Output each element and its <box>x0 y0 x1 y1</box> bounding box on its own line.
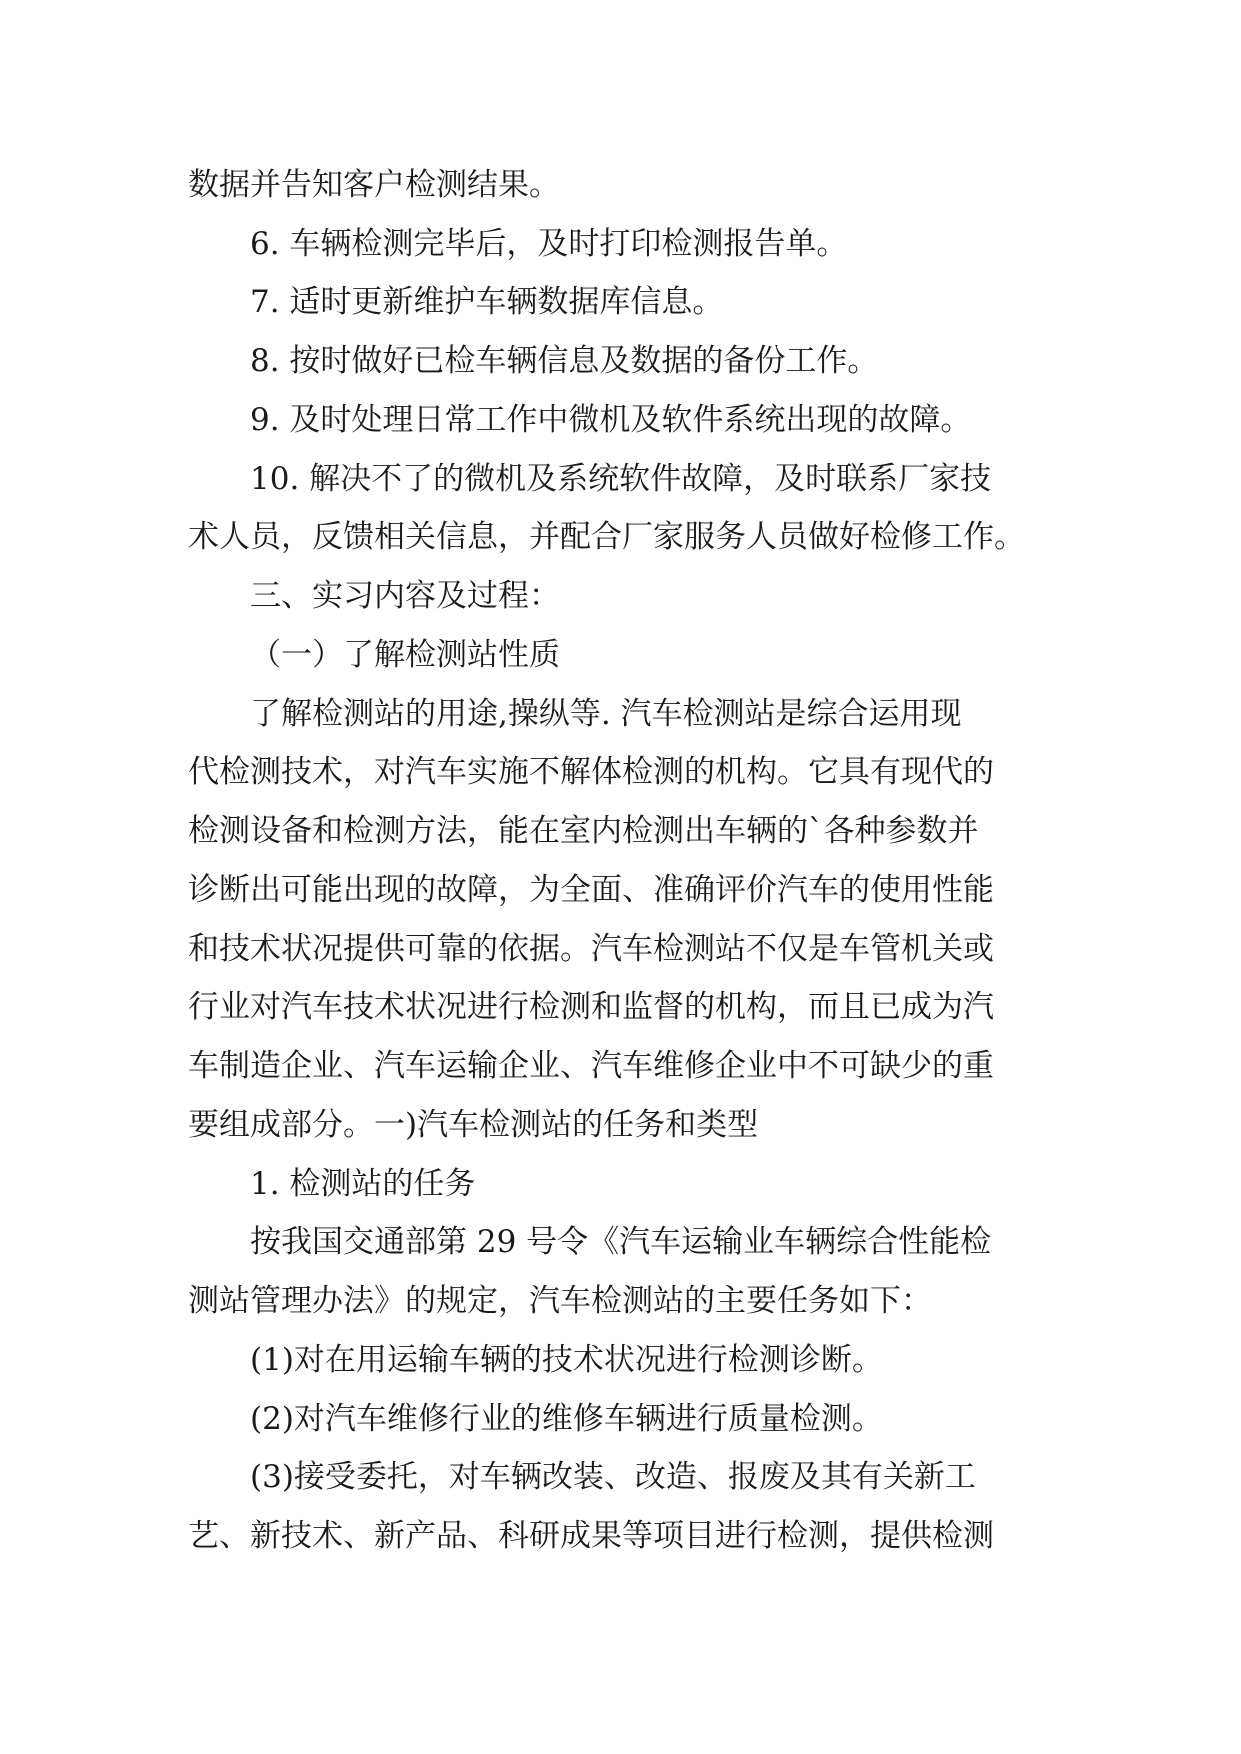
text-line: 按我国交通部第 29 号令《汽车运输业车辆综合性能检 <box>250 1224 992 1260</box>
text-line: 要组成部分。一)汽车检测站的任务和类型 <box>188 1107 759 1143</box>
text-line: 检测设备和检测方法，能在室内检测出车辆的`各种参数并 <box>188 813 979 849</box>
list-item: (2)对汽车维修行业的维修车辆进行质量检测。 <box>250 1401 883 1437</box>
list-item: (1)对在用运输车辆的技术状况进行检测诊断。 <box>250 1342 883 1378</box>
list-item: 9. 及时处理日常工作中微机及软件系统出现的故障。 <box>250 402 972 438</box>
text-line: 代检测技术，对汽车实施不解体检测的机构。它具有现代的 <box>188 754 994 790</box>
text-line: 诊断出可能出现的故障，为全面、准确评价汽车的使用性能 <box>188 872 994 908</box>
list-item: 8. 按时做好已检车辆信息及数据的备份工作。 <box>250 343 879 379</box>
text-line: 了解检测站的用途,操纵等. 汽车检测站是综合运用现 <box>250 696 962 732</box>
text-line: 数据并告知客户检测结果。 <box>188 167 560 203</box>
section-heading: 三、实习内容及过程： <box>250 578 560 614</box>
text-line: 测站管理办法》的规定，汽车检测站的主要任务如下： <box>188 1283 932 1319</box>
text-line: 和技术状况提供可靠的依据。汽车检测站不仅是车管机关或 <box>188 931 994 967</box>
text-line: 行业对汽车技术状况进行检测和监督的机构，而且已成为汽 <box>188 989 994 1025</box>
list-item: 10. 解决不了的微机及系统软件故障，及时联系厂家技 <box>250 461 992 497</box>
list-item: 6. 车辆检测完毕后，及时打印检测报告单。 <box>250 226 848 262</box>
text-line: 艺、新技术、新产品、科研成果等项目进行检测，提供检测 <box>188 1518 994 1554</box>
list-item: 7. 适时更新维护车辆数据库信息。 <box>250 284 724 320</box>
text-line: 术人员，反馈相关信息，并配合厂家服务人员做好检修工作。 <box>188 519 1025 555</box>
subsection-heading: 1. 检测站的任务 <box>250 1166 476 1202</box>
subsection-heading: （一）了解检测站性质 <box>250 637 560 673</box>
list-item: (3)接受委托，对车辆改装、改造、报废及其有关新工 <box>250 1459 976 1495</box>
text-line: 车制造企业、汽车运输企业、汽车维修企业中不可缺少的重 <box>188 1048 994 1084</box>
